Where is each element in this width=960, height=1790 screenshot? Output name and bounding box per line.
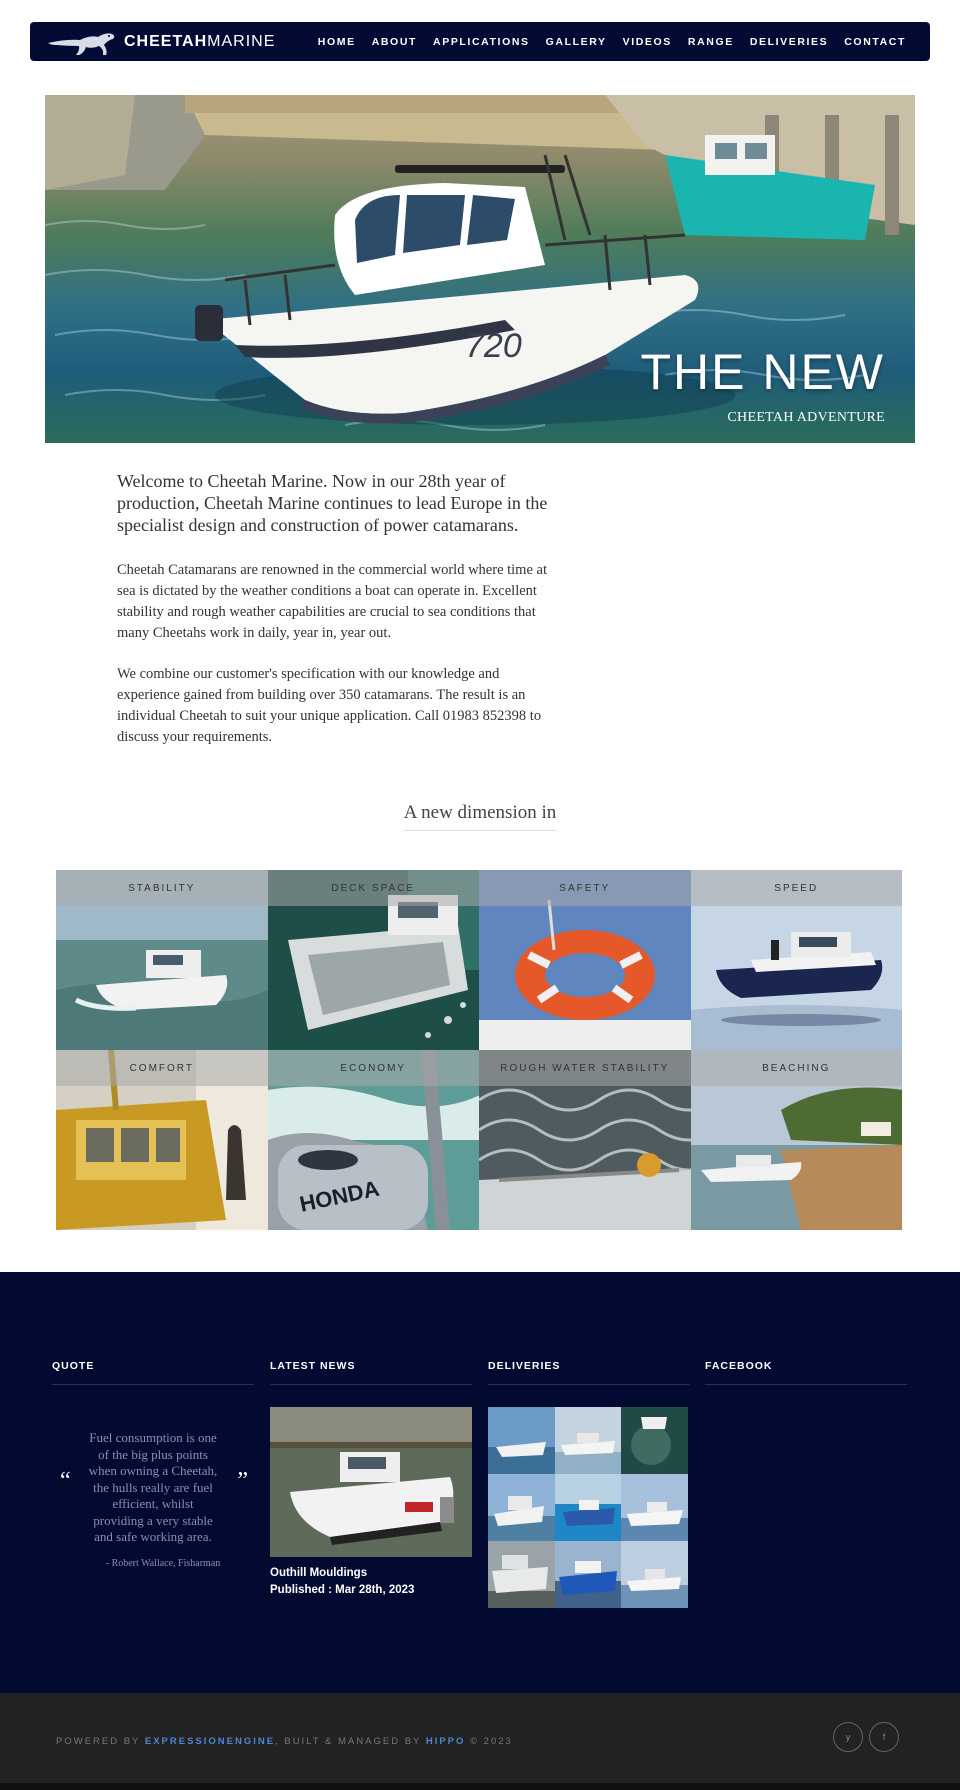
cheetah-icon — [46, 27, 118, 57]
feature-tile-deck-space[interactable] — [268, 870, 480, 1050]
delivery-photo — [555, 1541, 622, 1608]
feature-label-rough-water: ROUGH WATER STABILITY — [479, 1050, 691, 1086]
nav-applications[interactable]: APPLICATIONS — [433, 35, 530, 48]
delivery-thumbnail[interactable] — [555, 1407, 622, 1474]
news-thumbnail[interactable] — [270, 1407, 472, 1557]
delivery-thumbnail[interactable] — [621, 1474, 688, 1541]
news-item-date: Published : Mar 28th, 2023 — [270, 1584, 415, 1596]
intro-section — [117, 470, 552, 768]
economy-engine-brand: HONDA — [296, 1175, 381, 1217]
intro-paragraph-2: We combine our customer's specification with our knowledge and experience gained from building over 350 catamarans. The result is an individual Cheetah to suit your unique application. Call 01983 852398 to discuss your requirements. — [117, 666, 542, 745]
delivery-photo — [621, 1407, 688, 1474]
delivery-photo — [555, 1474, 622, 1541]
logo-text-bold: CHEETAH — [124, 32, 208, 50]
features-heading-text: A new dimension in — [404, 802, 557, 831]
feature-tile-comfort[interactable] — [56, 1050, 268, 1230]
site-footer — [0, 1272, 960, 1693]
twitter-icon[interactable]: y — [833, 1722, 863, 1752]
delivery-photo — [621, 1541, 688, 1608]
feature-tile-speed[interactable] — [691, 870, 903, 1050]
feature-grid — [56, 870, 902, 1230]
feature-label-stability: STABILITY — [56, 870, 268, 906]
feature-tile-safety[interactable] — [479, 870, 691, 1050]
delivery-photo — [488, 1407, 555, 1474]
feature-label-deck-space: DECK SPACE — [268, 870, 480, 906]
quote-heading: QUOTE — [52, 1360, 254, 1385]
delivery-photo — [621, 1474, 688, 1541]
main-menu — [302, 22, 906, 61]
features-heading — [0, 802, 960, 831]
delivery-photo — [488, 1474, 555, 1541]
footer-deliveries-column — [488, 1360, 690, 1608]
delivery-photo — [488, 1541, 555, 1608]
feature-label-safety: SAFETY — [479, 870, 691, 906]
hippo-link[interactable]: HIPPO — [425, 1736, 466, 1747]
logo-text-light: MARINE — [207, 32, 276, 50]
credits-copyright: © 2023 — [465, 1736, 513, 1747]
delivery-thumbnail[interactable] — [555, 1541, 622, 1608]
nav-home[interactable]: HOME — [317, 35, 356, 48]
delivery-thumbnail[interactable] — [621, 1407, 688, 1474]
site-logo[interactable] — [46, 27, 275, 57]
feature-label-economy: ECONOMY — [268, 1050, 480, 1086]
delivery-thumbnail[interactable] — [488, 1474, 555, 1541]
nav-range[interactable]: RANGE — [687, 35, 734, 48]
feature-label-comfort: COMFORT — [56, 1050, 268, 1086]
facebook-icon[interactable]: f — [869, 1722, 899, 1752]
credits-powered-by: POWERED BY — [56, 1736, 145, 1747]
delivery-thumbnail[interactable] — [621, 1541, 688, 1608]
hero-boat-number: 720 — [465, 327, 522, 365]
quote-text: Fuel consumption is one of the big plus points when owning a Cheetah, the hulls really are fuel efficient, whilst providing a very stable and safe working area. — [88, 1430, 218, 1544]
hero-subtitle: CHEETAH ADVENTURE — [727, 410, 885, 425]
deliveries-gallery — [488, 1407, 688, 1608]
feature-label-speed: SPEED — [691, 870, 903, 906]
open-quote-icon: “ — [60, 1468, 71, 1494]
footer-facebook-column — [705, 1360, 907, 1385]
nav-deliveries[interactable]: DELIVERIES — [749, 35, 829, 48]
nav-videos[interactable]: VIDEOS — [622, 35, 672, 48]
delivery-thumbnail[interactable] — [488, 1407, 555, 1474]
testimonial — [52, 1430, 254, 1600]
nav-gallery[interactable]: GALLERY — [545, 35, 607, 48]
footer-news-column — [270, 1360, 472, 1599]
nav-about[interactable]: ABOUT — [371, 35, 418, 48]
hero-title: THE NEW — [640, 344, 885, 400]
feature-tile-stability[interactable] — [56, 870, 268, 1050]
nav-contact[interactable]: CONTACT — [844, 35, 906, 48]
news-boat-image — [270, 1407, 472, 1557]
credits — [56, 1736, 513, 1747]
bottom-bar — [0, 1693, 960, 1783]
feature-tile-rough-water[interactable] — [479, 1050, 691, 1230]
delivery-thumbnail[interactable] — [555, 1474, 622, 1541]
delivery-thumbnail[interactable] — [488, 1541, 555, 1608]
feature-label-beaching: BEACHING — [691, 1050, 903, 1086]
feature-tile-beaching[interactable] — [691, 1050, 903, 1230]
footer-quote-column — [52, 1360, 254, 1600]
expressionengine-link[interactable]: EXPRESSIONENGINE — [144, 1736, 276, 1747]
delivery-photo — [555, 1407, 622, 1474]
news-item-title[interactable]: Outhill Mouldings — [270, 1567, 368, 1579]
bottom-strip — [0, 1783, 960, 1790]
deliveries-heading: DELIVERIES — [488, 1360, 690, 1385]
intro-paragraph-1: Cheetah Catamarans are renowned in the commercial world where time at sea is dictated by the weather conditions a boat can operate in. Excellent stability and rough weather capabilities are crucial to sea conditions that many Cheetahs work in daily, year in, year out. — [117, 562, 547, 641]
facebook-heading: FACEBOOK — [705, 1360, 907, 1385]
intro-lead: Welcome to Cheetah Marine. Now in our 28th year of production, Cheetah Marine continues to lead Europe in the specialist design and construction of power catamarans. — [117, 471, 548, 535]
feature-tile-economy[interactable] — [268, 1050, 480, 1230]
top-navbar — [30, 22, 930, 61]
close-quote-icon: ” — [237, 1468, 248, 1494]
hero-banner — [45, 95, 915, 443]
news-heading: LATEST NEWS — [270, 1360, 472, 1385]
quote-author: - Robert Wallace, Fisharman — [105, 1557, 221, 1569]
credits-built-by: , BUILT & MANAGED BY — [275, 1736, 426, 1747]
